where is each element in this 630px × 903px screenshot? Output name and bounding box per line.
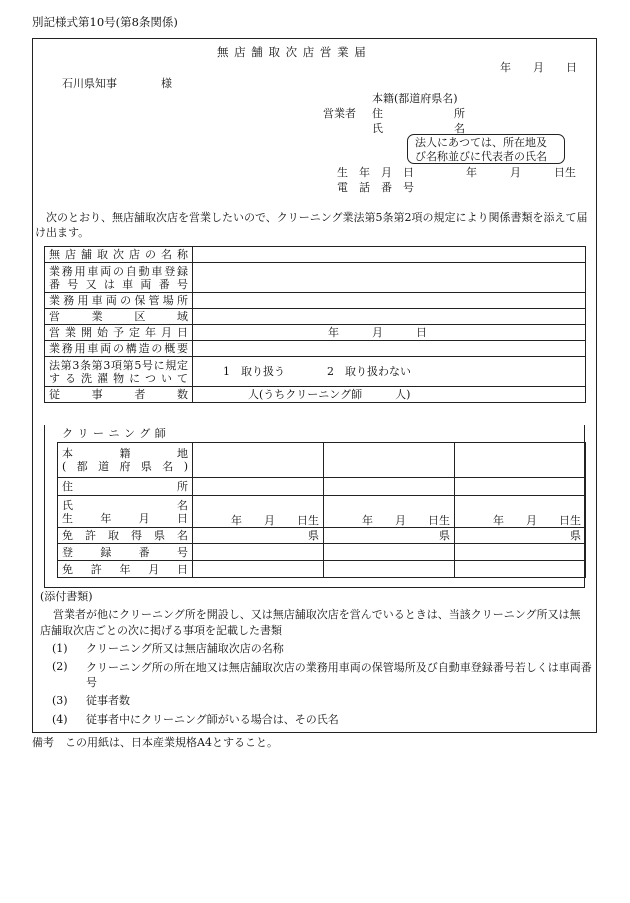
row-vehicle-value[interactable] bbox=[193, 263, 586, 293]
table-row bbox=[45, 387, 586, 403]
license-date-value-3[interactable] bbox=[455, 561, 586, 578]
attachment-no-3: (3) bbox=[52, 694, 68, 707]
table-row bbox=[58, 443, 586, 478]
table-row bbox=[45, 357, 586, 387]
address-value-1[interactable] bbox=[193, 478, 324, 496]
phone-label: 電 話 番 号 bbox=[337, 181, 414, 194]
row-area-label: 営業区域 bbox=[45, 309, 193, 325]
form-title: 無 店 舗 取 次 店 営 業 届 bbox=[217, 45, 367, 59]
table-row bbox=[45, 247, 586, 263]
attachment-no-1: (1) bbox=[52, 642, 68, 655]
attachment-text-3: 従事者数 bbox=[86, 694, 130, 707]
address-label-1: 住 bbox=[372, 107, 383, 120]
address-cell: 住所 bbox=[58, 478, 193, 496]
table-row bbox=[45, 325, 586, 341]
license-date-value-2[interactable] bbox=[324, 561, 455, 578]
birth-value-1[interactable]: 年 月 日生 bbox=[193, 496, 324, 528]
row-structure-label: 業務用車両の構造の概要 bbox=[45, 341, 193, 357]
reg-no-cell: 登録番号 bbox=[58, 544, 193, 561]
honseki-cell bbox=[58, 443, 193, 478]
table-row bbox=[45, 293, 586, 309]
eigyosha-label: 営業者 bbox=[323, 107, 356, 120]
address-value-3[interactable] bbox=[455, 478, 586, 496]
attachments-intro: 営業者が他にクリーニング所を開設し、又は無店舗取次店を営んでいるときは、当該クリーニング所又は無店舗取次店ごとの次に掲げる事項を記載した書類 bbox=[40, 608, 581, 637]
remarks-note: 備考 この用紙は、日本産業規格A4とすること。 bbox=[32, 736, 278, 749]
cleaner-table bbox=[57, 442, 586, 578]
intro-text: 次のとおり、無店舗取次店を営業したいので、クリーニング業法第5条第2項の規定により関係書類を添えて届け出ます。 bbox=[35, 211, 588, 239]
row-storage-value[interactable] bbox=[193, 293, 586, 309]
corp-note-line-2: び名称並びに代表者の氏名 bbox=[415, 150, 547, 163]
honseki-line-1: 本籍地 bbox=[62, 447, 188, 460]
name-line: 氏名 bbox=[62, 498, 188, 512]
birth-value-3[interactable]: 年 月 日生 bbox=[455, 496, 586, 528]
row-workers-label: 従事者数 bbox=[45, 387, 193, 403]
addressee: 石川県知事 様 bbox=[62, 77, 172, 90]
honseki-value-2[interactable] bbox=[324, 443, 455, 478]
license-pref-2[interactable]: 県 bbox=[324, 528, 455, 544]
row-storage-label: 業務用車両の保管場所 bbox=[45, 293, 193, 309]
table-row bbox=[45, 309, 586, 325]
cleaner-heading: クリーニング師 bbox=[62, 427, 171, 440]
reg-no-value-3[interactable] bbox=[455, 544, 586, 561]
table-row bbox=[45, 341, 586, 357]
option-not-handle[interactable]: 2 取り扱わない bbox=[327, 365, 411, 378]
vehicle-label-line-1: 業務用車両の自動車登録 bbox=[49, 264, 188, 278]
table-row bbox=[58, 561, 586, 578]
attachment-text-4: 従事者中にクリーニング師がいる場合は、その氏名 bbox=[86, 713, 339, 726]
name-label-2: 名 bbox=[454, 122, 465, 135]
reg-no-value-2[interactable] bbox=[324, 544, 455, 561]
table-row bbox=[58, 496, 586, 528]
attachment-no-4: (4) bbox=[52, 713, 68, 726]
birth-value-2[interactable]: 年 月 日生 bbox=[324, 496, 455, 528]
attachment-text-2: クリーニング所の所在地又は無店舗取次店の業務用車両の保管場所及び自動車登録番号若しくは車両番号 bbox=[86, 661, 592, 689]
honseki-value-1[interactable] bbox=[193, 443, 324, 478]
name-birth-cell bbox=[58, 496, 193, 528]
address-label-2: 所 bbox=[454, 107, 465, 120]
vehicle-label-line-2: 番号又は車両番号 bbox=[49, 277, 188, 291]
license-pref-3[interactable]: 県 bbox=[455, 528, 586, 544]
row-vehicle-label bbox=[45, 263, 193, 293]
form-number: 別記様式第10号(第8条関係) bbox=[32, 15, 178, 29]
row-start-label: 営業開始予定年月日 bbox=[45, 325, 193, 341]
attachment-no-2: (2) bbox=[52, 660, 68, 673]
article-label-line-1: 法第3条第3項第5号に規定 bbox=[49, 358, 188, 372]
row-name-value[interactable] bbox=[193, 247, 586, 263]
license-pref-1[interactable]: 県 bbox=[193, 528, 324, 544]
option-handle[interactable]: 1 取り扱う bbox=[223, 365, 285, 378]
license-date-value-1[interactable] bbox=[193, 561, 324, 578]
table-row bbox=[58, 478, 586, 496]
license-place-cell: 免許取得県名 bbox=[58, 528, 193, 544]
row-area-value[interactable] bbox=[193, 309, 586, 325]
address-value-2[interactable] bbox=[324, 478, 455, 496]
date-line: 年 月 日 bbox=[500, 61, 577, 74]
table-row bbox=[58, 528, 586, 544]
row-name-label: 無店舗取次店の名称 bbox=[45, 247, 193, 263]
honseki-line-2: (都道府県名) bbox=[62, 460, 188, 473]
row-article-value[interactable] bbox=[193, 357, 586, 387]
table-row bbox=[45, 263, 586, 293]
birth-line: 生年月日 bbox=[62, 511, 188, 525]
birth-value: 年 月 日生 bbox=[466, 166, 576, 179]
birth-label: 生 年 月 日 bbox=[337, 166, 414, 179]
attachments-heading: (添付書類) bbox=[40, 590, 93, 603]
license-date-cell: 免許年月日 bbox=[58, 561, 193, 578]
row-structure-value[interactable] bbox=[193, 341, 586, 357]
info-table bbox=[44, 246, 586, 403]
row-start-value[interactable]: 年 月 日 bbox=[193, 325, 586, 341]
table-row bbox=[58, 544, 586, 561]
attachment-text-1: クリーニング所又は無店舗取次店の名称 bbox=[86, 642, 284, 655]
name-label-1: 氏 bbox=[372, 122, 383, 135]
row-workers-value[interactable]: 人(うちクリーニング師 人) bbox=[193, 387, 586, 403]
reg-no-value-1[interactable] bbox=[193, 544, 324, 561]
honseki-label: 本籍(都道府県名) bbox=[372, 92, 458, 105]
corp-note-line-1: 法人にあつては、所在地及 bbox=[415, 136, 547, 149]
article-label-line-2: する洗濯物について bbox=[49, 371, 188, 385]
row-article-label bbox=[45, 357, 193, 387]
honseki-value-3[interactable] bbox=[455, 443, 586, 478]
